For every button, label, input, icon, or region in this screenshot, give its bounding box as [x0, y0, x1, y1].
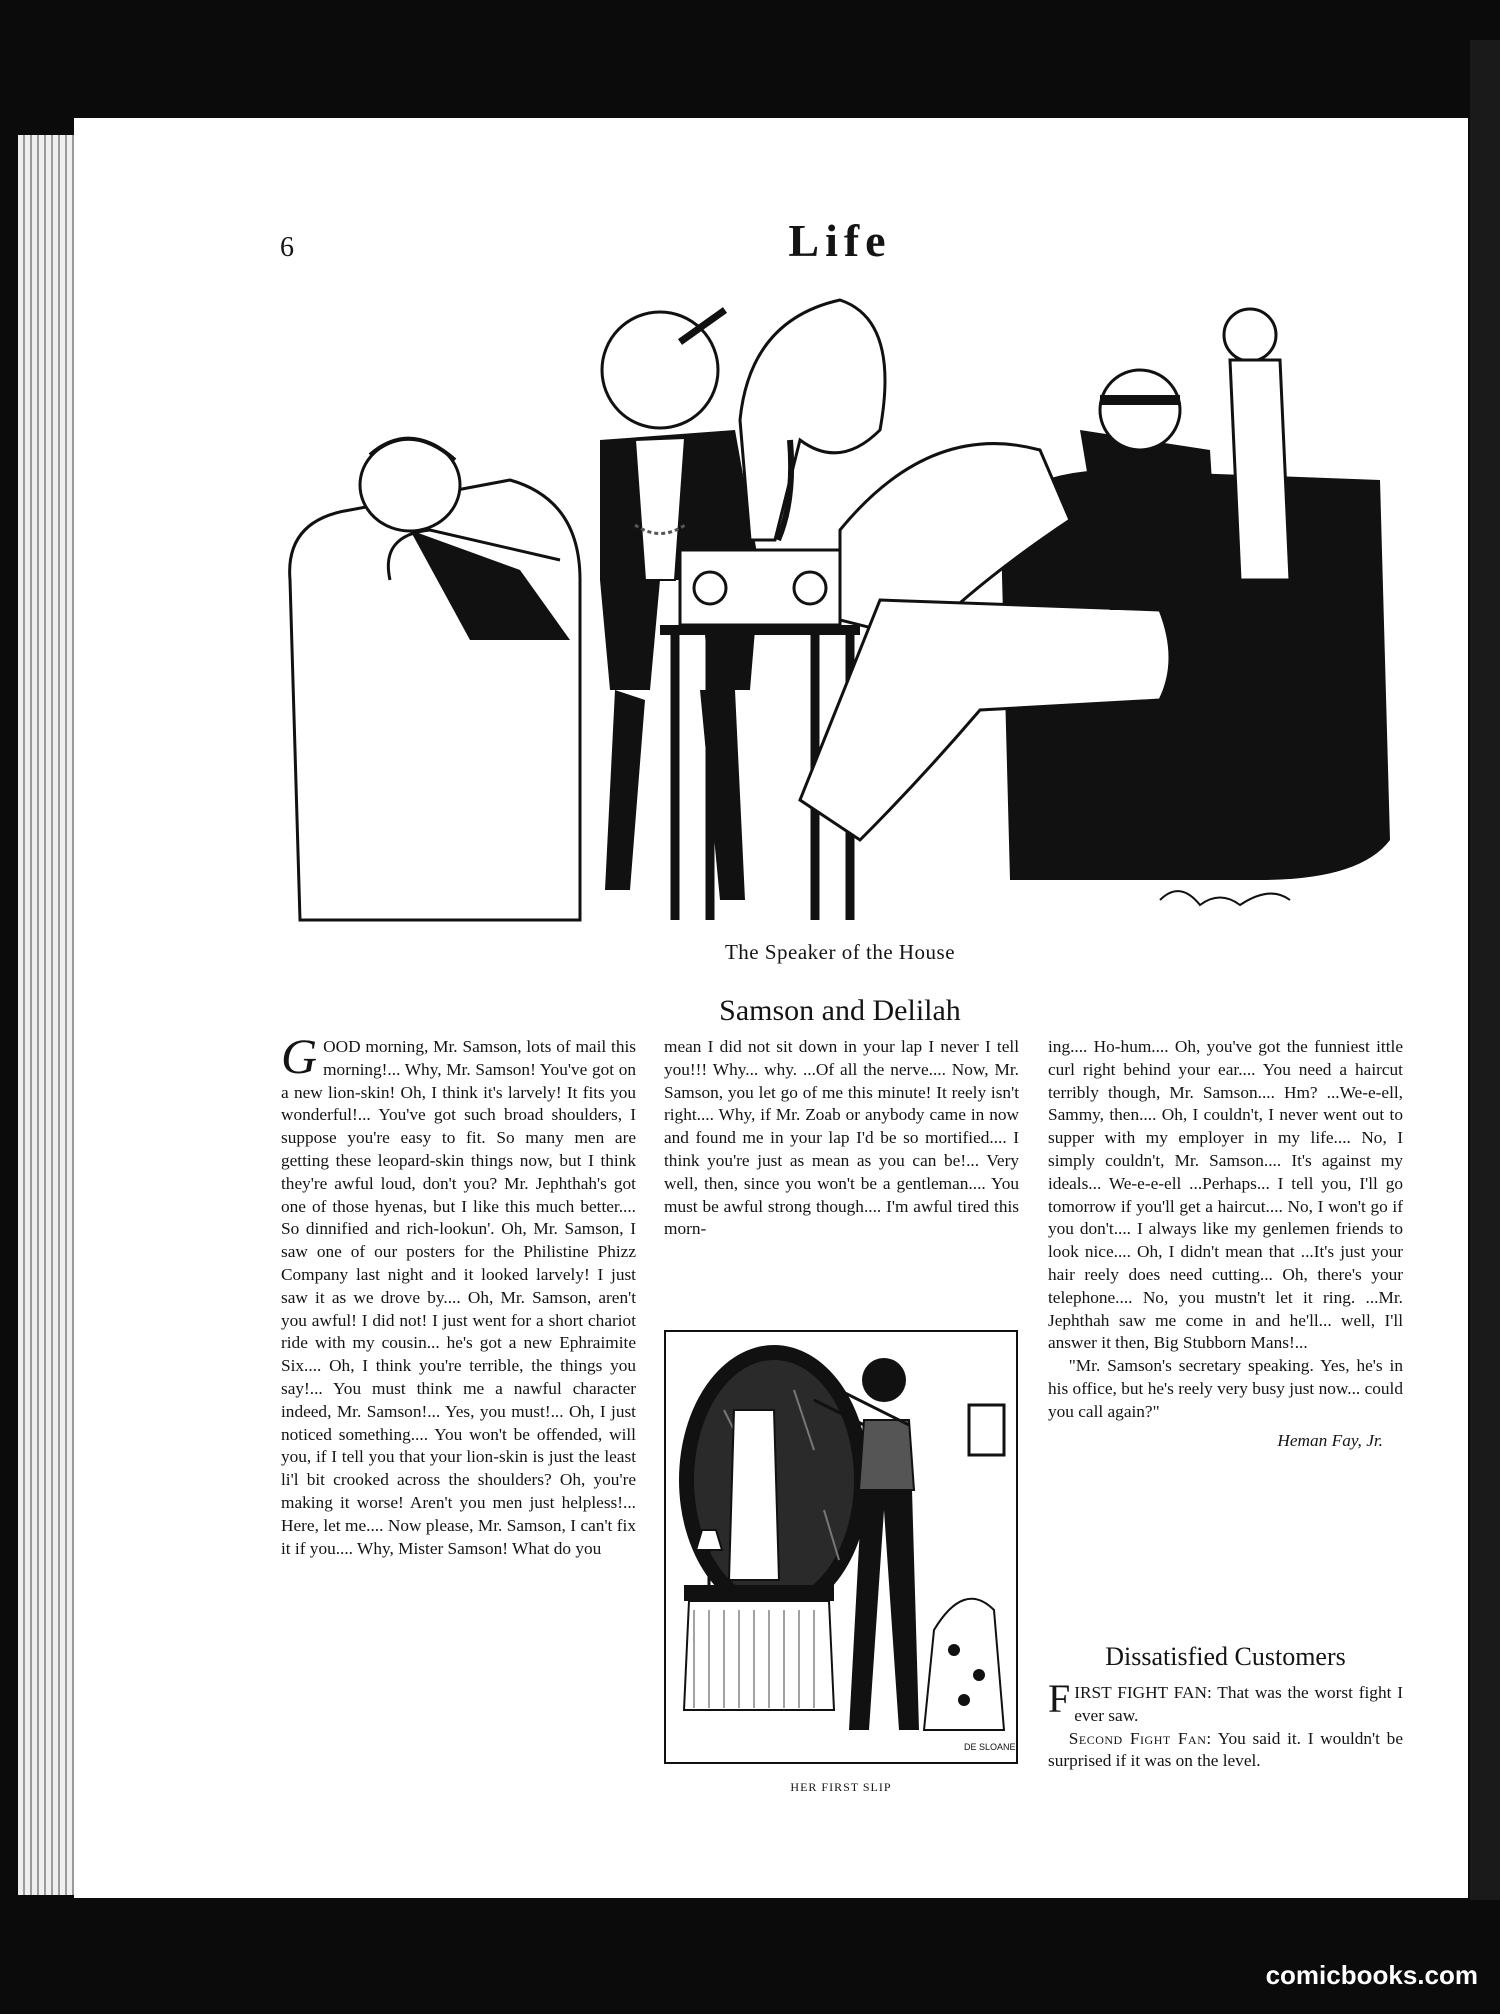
first-fan-label: IRST FIGHT FAN: — [1074, 1683, 1212, 1702]
page-stack-edges — [18, 135, 78, 1895]
cartoon-illustration — [280, 280, 1400, 940]
story-column-3 — [1048, 1036, 1403, 1616]
first-fan-text: That was the worst fight I ever saw. — [1074, 1683, 1403, 1725]
page-number: 6 — [280, 232, 294, 263]
book-binding — [1470, 40, 1500, 1900]
story-text-col2: mean I did not sit down in your lap I never I tell you!!! Why... why. ...Of all the nerve.... Now, Mr. Samson, you let go of me this minute! It reely isn't right.... Why, if Mr. Zoab or anybody came in now and found me in your lap I'd be so mortified.... I think you're just as mean as you can be!... Very well, then, since you won't be a gentleman.... You must be awful strong though.... I'm awful tired this morn- — [664, 1037, 1019, 1239]
masthead: Life — [788, 215, 892, 266]
story-column-1 — [281, 1036, 636, 1796]
drop-cap: G — [281, 1036, 318, 1084]
second-fan-text: You said it. I wouldn't be surprised if it was on the level. — [1048, 1728, 1403, 1771]
cartoon-caption: The Speaker of the House — [724, 940, 956, 964]
story-text-col3-quote: "Mr. Samson's secretary speaking. Yes, he's in his office, but he's reely very busy just now... could you call again?" — [1048, 1356, 1403, 1421]
dissatisfied-column — [1048, 1682, 1403, 1802]
story-text-col1: OOD morning, Mr. Samson, lots of mail this morning!... Why, Mr. Samson! You've got on a new lion-skin! Oh, I think it's larvely! It fits you wonderful!... You've got such broad shoulders, I suppose you're easy to fit. So many men are getting these leopard-skin things now, but I think they're awful loud, don't you? Mr. Jephthah's got one of those hyenas, but I like this much better.... So dinnified and rich-lookun'. Oh, Mr. Samson, I saw one of our posters for the Philistine Phizz Company last night and it looked larvely! I just saw it as we drove by.... Oh, Mr. Samson, aren't you awful! I did not! I just went for a short chariot ride with my cousin... he's got a new Ephraimite Six.... Oh, I think you're terrible, the things you say!... You must think me a nawful character indeed, Mr. Samson!... Yes, you must!... Oh, I just noticed something.... You won't be offended, will you, if I tell you that your lion-skin is just the least li'l bit crooked across the shoulders? Oh, you're making it worse! Aren't you men just helpless!... Here, let me.... Now please, Mr. Samson, I can't fix it if you.... Why, Mister Samson! What do you — [281, 1037, 636, 1558]
inset-signature: DE SLOANE — [964, 1742, 1016, 1752]
inset-caption: HER FIRST SLIP — [790, 1780, 892, 1794]
inset-illustration — [664, 1330, 1018, 1764]
dissatisfied-title: Dissatisfied Customers — [1105, 1642, 1346, 1671]
story-column-2 — [664, 1036, 1019, 1312]
story-byline: Heman Fay, Jr. — [1277, 1430, 1383, 1450]
story-title: Samson and Delilah — [719, 994, 961, 1027]
site-watermark: comicbooks.com — [1265, 1960, 1478, 1990]
drop-cap: F — [1048, 1682, 1071, 1721]
story-text-col3: ing.... Ho-hum.... Oh, you've got the funniest ittle curl right behind your ear.... You need a haircut terribly though, Mr. Samson.... Hm? ...We-e-ell, Sammy, then.... Oh, I couldn't, I never went out to supper with my employer in my life.... No, I simply couldn't, Mr. Samson.... It's against my ideals... We-e-e-ell ...Perhaps... I tell you, I'll go tomorrow if you'll get a haircut.... No, I won't go if you don't.... I always like my genlemen friends to look nice.... Oh, I didn't mean that ...It's just your hair reely does need cutting... Oh, there's your telephone.... No, you mustn't let it ring. ...Mr. Jephthah saw me come in and he'll... well, I'll answer it then, Big Stubborn Mans!... — [1048, 1037, 1403, 1353]
second-fan-label: Second Fight Fan: — [1068, 1728, 1212, 1748]
